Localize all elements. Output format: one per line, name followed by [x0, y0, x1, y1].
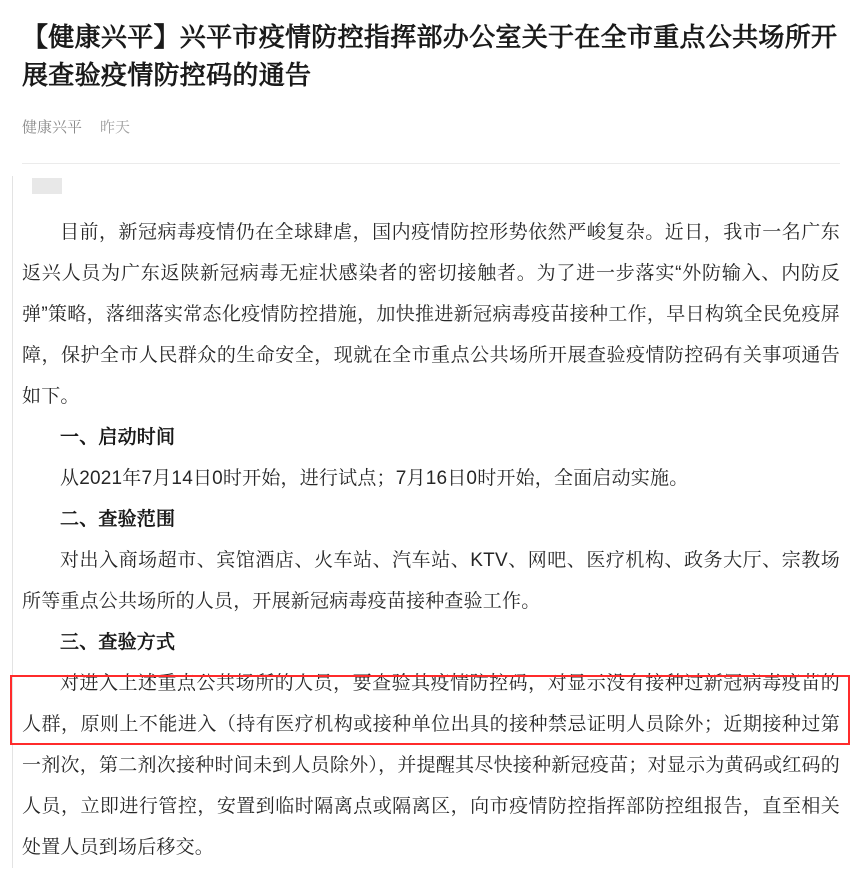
article-body: [0, 164, 862, 868]
article-header: [0, 0, 862, 164]
left-rule-decoration: [12, 176, 13, 868]
article-content: [22, 164, 840, 868]
paragraph-start-time: 从2021年7月14日0时开始，进行试点；7月16日0时开始，全面启动实施。: [60, 468, 689, 489]
account-name[interactable]: 健康兴平: [22, 119, 83, 136]
redacted-block: [32, 178, 62, 194]
section-heading-1: 一、启动时间: [60, 427, 176, 448]
section-heading-3: 三、查验方式: [60, 632, 176, 653]
paragraph-method: 对进入上述重点公共场所的人员，要查验其疫情防控码，对显示没有接种过新冠病毒疫苗的人群，原则上不能进入（持有医疗机构或接种单位出具的接种禁忌证明人员除外；近期接种过第一剂次，第二剂次接种时间未到人员除外），并提醒其尽快接种新冠疫苗；对显示为黄码或红码的人员，立即进行管控，安置到临时隔离点或隔离区，向市疫情防控指挥部防控组报告，直至相关处置人员到场后移交。: [22, 673, 840, 858]
section-heading-2: 二、查验范围: [60, 509, 176, 530]
page-title: 【健康兴平】兴平市疫情防控指挥部办公室关于在全市重点公共场所开展查验疫情防控码的通告: [22, 22, 838, 90]
publish-time: 昨天: [100, 119, 131, 136]
paragraph-intro: 目前，新冠病毒疫情仍在全球肆虐，国内疫情防控形势依然严峻复杂。近日，我市一名广东返兴人员为广东返陕新冠病毒无症状感染者的密切接触者。为了进一步落实“外防输入、内防反弹”策略，落细落实常态化疫情防控措施，加快推进新冠病毒疫苗接种工作，早日构筑全民免疫屏障，保护全市人民群众的生命安全，现就在全市重点公共场所开展查验疫情防控码有关事项通告如下。: [22, 222, 840, 407]
article-meta: [22, 116, 840, 137]
paragraph-scope: 对出入商场超市、宾馆酒店、火车站、汽车站、KTV、网吧、医疗机构、政务大厅、宗教场所等重点公共场所的人员，开展新冠病毒疫苗接种查验工作。: [22, 550, 840, 612]
